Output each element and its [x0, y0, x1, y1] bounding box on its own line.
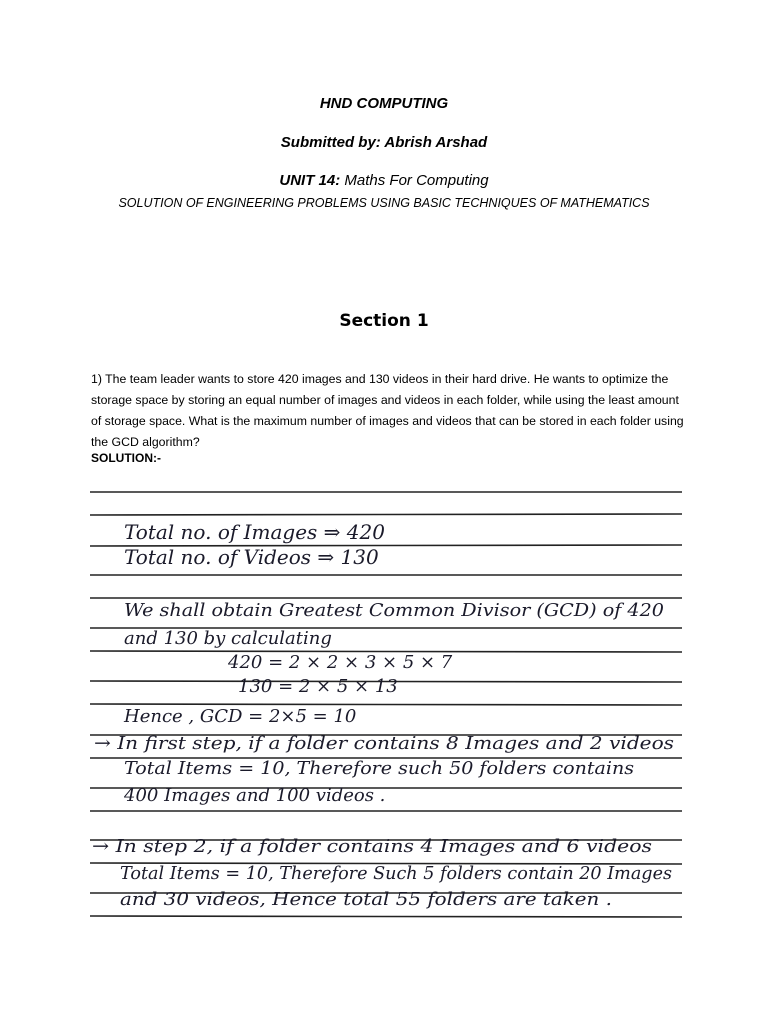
hw-line-1: Total no. of Images ⇒ 420 [124, 520, 385, 544]
hw-line-4: and 130 by calculating [124, 628, 332, 649]
hw-line-2: Total no. of Videos ⇒ 130 [124, 545, 379, 569]
document-subtitle: SOLUTION OF ENGINEERING PROBLEMS USING BASIC TECHNIQUES OF MATHEMATICS [118, 196, 650, 210]
hw-line-8: → In first step, if a folder contains 8 Images and 2 videos [94, 733, 674, 754]
solution-label: SOLUTION:- [91, 451, 161, 465]
handwritten-solution-image [88, 486, 684, 920]
hw-line-10: 400 Images and 100 videos . [124, 785, 386, 806]
hw-line-6: 130 = 2 × 5 × 13 [238, 676, 398, 697]
program-title: HND COMPUTING [319, 95, 449, 112]
section-title: Section 1 [339, 311, 429, 331]
hw-line-13: and 30 videos, Hence total 55 folders are taken . [120, 889, 612, 910]
hw-line-3: We shall obtain Greatest Common Divisor (GCD) of 420 [124, 600, 664, 621]
question-text: 1) The team leader wants to store 420 images and 130 videos in their hard drive. He wants to optimize the storage space by storing an equal number of images and videos in each folder, while using the least amount of storage space. What is the maximum number of images and videos that can be stored in each folder using the GCD algorithm? [91, 372, 684, 449]
unit-title: Maths For Computing [344, 172, 489, 189]
hw-line-5: 420 = 2 × 2 × 3 × 5 × 7 [228, 652, 453, 673]
hw-line-9: Total Items = 10, Therefore such 50 folders contains [124, 758, 634, 779]
hw-line-12: Total Items = 10, Therefore Such 5 folders contain 20 Images [120, 863, 672, 884]
unit-prefix: UNIT 14: [279, 172, 345, 189]
ruled-paper [88, 486, 684, 920]
hw-line-7: Hence , GCD = 2×5 = 10 [124, 706, 357, 727]
hw-line-11: → In step 2, if a folder contains 4 Images and 6 videos [92, 836, 652, 857]
unit-heading [0, 172, 768, 189]
submitted-by: Submitted by: Abrish Arshad [280, 134, 488, 151]
